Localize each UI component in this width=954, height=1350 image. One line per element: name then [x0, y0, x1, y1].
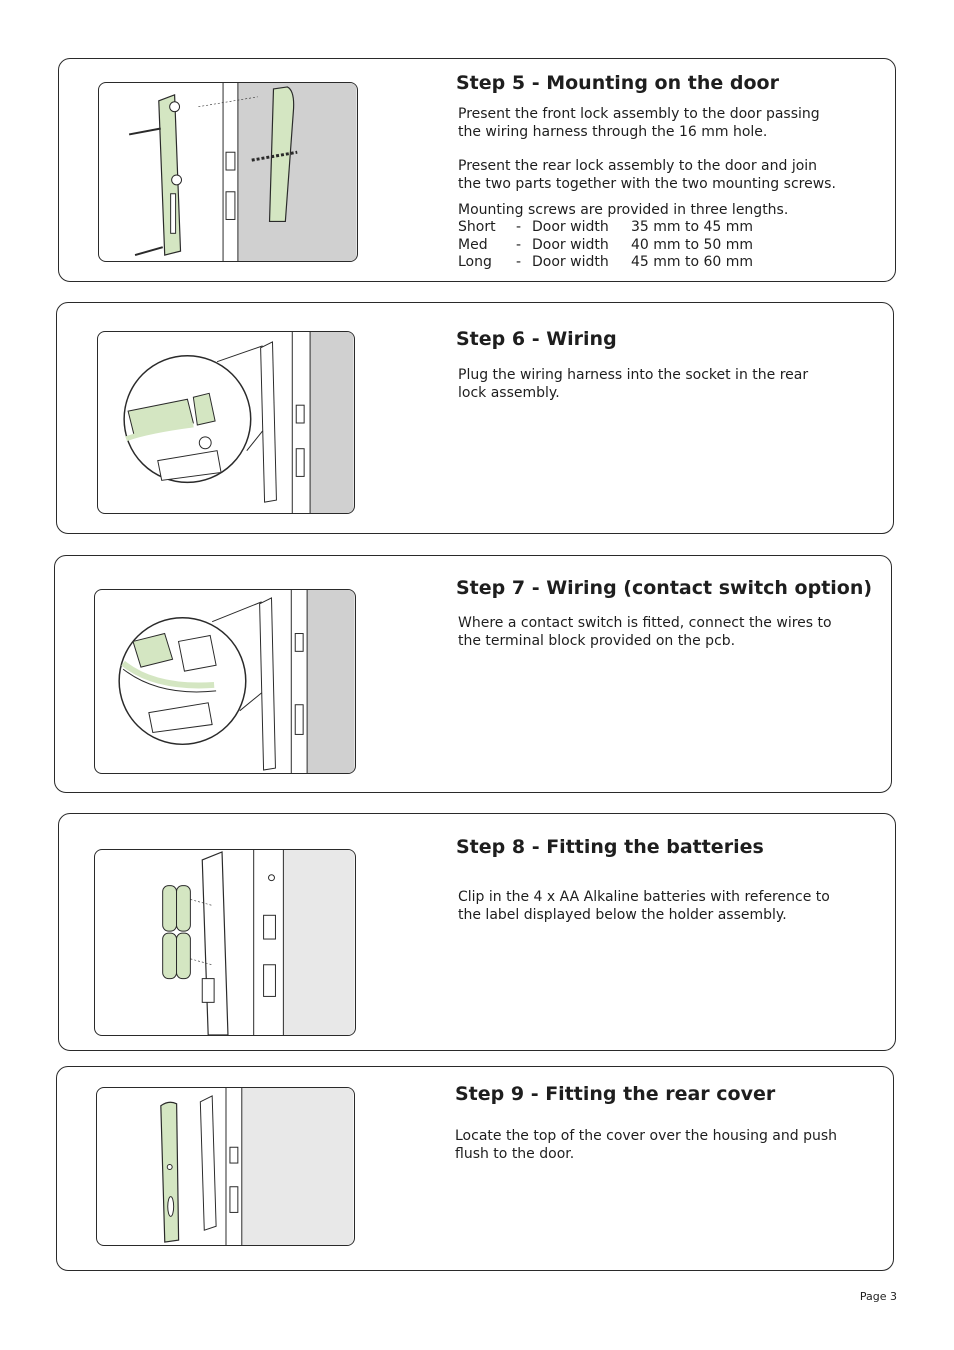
step-6-text	[458, 367, 808, 402]
step-7-illustration	[94, 589, 356, 774]
page-number: Page 3	[859, 1290, 897, 1303]
step-5-text-1	[458, 106, 820, 141]
screw-range: 45 mm to 60 mm	[631, 254, 754, 270]
step-5-text-2-line-2: the two parts together with the two mounting screws.	[458, 175, 836, 192]
step-5-illustration	[98, 82, 358, 262]
step-7-text-line-2: the terminal block provided on the pcb.	[458, 632, 736, 649]
step-5-text-1-line-2: the wiring harness through the 16 mm hole.	[458, 123, 768, 140]
step-5-text-2	[458, 158, 836, 193]
step-8-illustration	[94, 849, 356, 1036]
step-9-illustration	[96, 1087, 355, 1246]
screw-dash: -	[516, 254, 522, 270]
step-6-text-line-2: lock assembly.	[458, 384, 560, 401]
screw-length: Short	[458, 219, 496, 235]
step-8-title: Step 8 - Fitting the batteries	[456, 836, 764, 858]
screw-range: 35 mm to 45 mm	[631, 219, 754, 235]
screw-measure: Door width	[532, 219, 609, 235]
step-5-text-3: Mounting screws are provided in three lengths.	[458, 202, 789, 218]
screw-range: 40 mm to 50 mm	[631, 236, 754, 253]
screw-measure: Door width	[532, 254, 609, 270]
step-9-text	[455, 1128, 837, 1163]
step-7-text-line-1: Where a contact switch is fitted, connect the wires to	[458, 615, 832, 631]
step-7-title: Step 7 - Wiring (contact switch option)	[456, 577, 873, 599]
screw-measure: Door width	[532, 236, 609, 253]
step-9-text-line-1: Locate the top of the cover over the housing and push	[455, 1128, 838, 1144]
step-8-text-line-1: Clip in the 4 x AA Alkaline batteries with reference to	[458, 889, 830, 905]
screw-length-table	[458, 219, 753, 272]
step-9-text-line-2: flush to the door.	[455, 1145, 575, 1162]
step-5-text-1-line-1: Present the front lock assembly to the door passing	[458, 106, 820, 122]
screw-dash: -	[516, 219, 522, 235]
step-5-title: Step 5 - Mounting on the door	[456, 72, 779, 94]
screw-length: Long	[458, 254, 492, 270]
table-row	[458, 254, 753, 272]
step-6-illustration	[97, 331, 355, 514]
step-5-text-2-line-1: Present the rear lock assembly to the door and join	[458, 158, 818, 174]
screw-length: Med	[458, 236, 488, 253]
step-6-title: Step 6 - Wiring	[456, 328, 617, 350]
step-8-text	[458, 889, 830, 924]
step-9-title: Step 9 - Fitting the rear cover	[455, 1083, 776, 1105]
table-row	[458, 237, 753, 255]
screw-dash: -	[516, 236, 522, 253]
step-7-text	[458, 615, 832, 650]
step-8-text-line-2: the label displayed below the holder assembly.	[458, 906, 787, 923]
step-6-text-line-1: Plug the wiring harness into the socket in the rear	[458, 367, 809, 383]
table-row	[458, 219, 753, 237]
